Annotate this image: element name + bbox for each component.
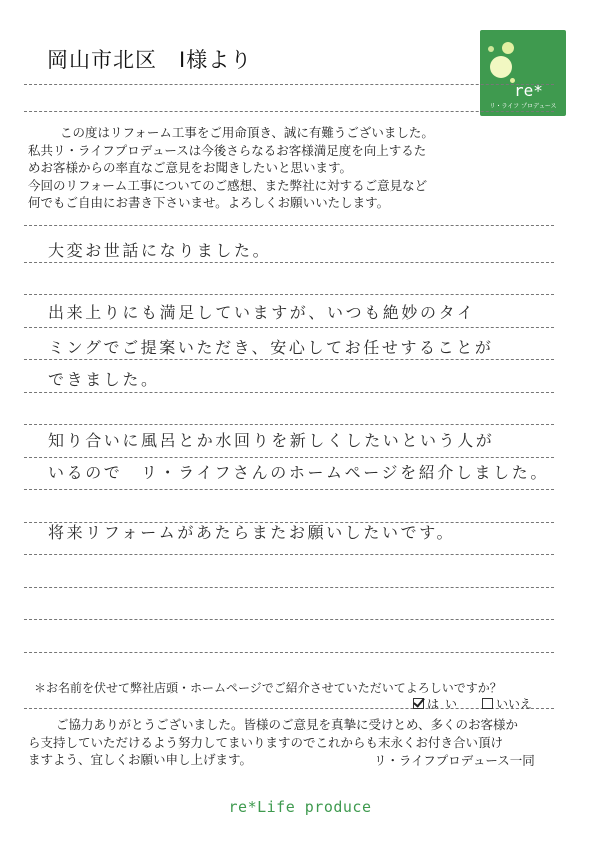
footer-brand: re*Life produce: [228, 798, 372, 816]
logo-name-line2: Life: [514, 132, 553, 151]
outro-line: ら支持していただけるよう努力してまいりますのでこれからも末永くお付き合い頂け: [28, 734, 504, 750]
writing-line: [24, 652, 554, 653]
signature: リ・ライフプロデュース一同: [374, 753, 535, 768]
writing-line: [24, 424, 554, 425]
header-rule: [24, 84, 554, 85]
header-title: 岡山市北区 I様より: [47, 48, 253, 72]
consent-yes-label: はい: [427, 697, 464, 711]
comment-line: 知り合いに風呂とか水回りを新しくしたいという人が: [48, 431, 495, 450]
comment-line: いるので リ・ライフさんのホームページを紹介しました。: [48, 463, 549, 482]
comment-line: ミングでご提案いただき、安心してお任せすることが: [48, 338, 494, 357]
consent-no-label: いいえ: [496, 697, 533, 711]
writing-line: [24, 554, 554, 555]
comment-line: 出来上りにも満足していますが、いつも絶妙のタイ: [48, 303, 476, 322]
intro-line: 何でもご自由にお書き下さいませ。よろしくお願いいたします。: [28, 195, 390, 210]
logo-subtitle: リ・ライフ プロデュース: [489, 103, 557, 110]
writing-line: [24, 457, 554, 458]
intro-text: [28, 124, 560, 212]
writing-line: [24, 359, 554, 360]
consent-no-checkbox[interactable]: [482, 698, 493, 709]
comment-line: できました。: [48, 370, 160, 389]
comment-line: 大変お世話になりました。: [48, 241, 272, 260]
intro-line: 今回のリフォーム工事についてのご感想、また弊社に対するご意見など: [28, 177, 428, 193]
writing-line: [24, 392, 554, 393]
consent-no-option[interactable]: [482, 695, 532, 712]
consent-yes-option[interactable]: [413, 695, 463, 712]
writing-line: [24, 262, 554, 263]
writing-line: [24, 619, 554, 620]
intro-line: この度はリフォーム工事をご用命頂き、誠に有難うございました。: [60, 125, 434, 140]
outro-line: ご協力ありがとうございました。皆様のご意見を真摯に受けとめ、多くのお客様か: [56, 717, 519, 732]
intro-line: 私共リ・ライフプロデュースは今後さらなるお客様満足度を向上するた: [28, 142, 427, 158]
outro-line: ますよう、宜しくお願い申し上げます。: [28, 752, 253, 767]
writing-line: [24, 327, 554, 328]
logo-name-line1: re*: [514, 81, 543, 100]
intro-line: めお客様からの率直なご意見をお聞きしたいと思います。: [28, 160, 353, 175]
writing-line: [24, 294, 554, 295]
comment-line: 将来リフォームがあたらまたお願いしたいです。: [48, 523, 456, 542]
consent-question: ＊お名前を伏せて弊社店頭・ホームページでご紹介させていただいてよろしいですか？: [34, 681, 502, 695]
intro-rule: [24, 111, 554, 112]
writing-line: [24, 225, 554, 226]
logo: [480, 30, 566, 151]
writing-line: [24, 587, 554, 588]
consent-yes-checkbox[interactable]: [413, 698, 424, 709]
writing-line: [24, 489, 554, 490]
consent-rule: [24, 708, 554, 709]
logo-dot-small: [488, 46, 494, 52]
